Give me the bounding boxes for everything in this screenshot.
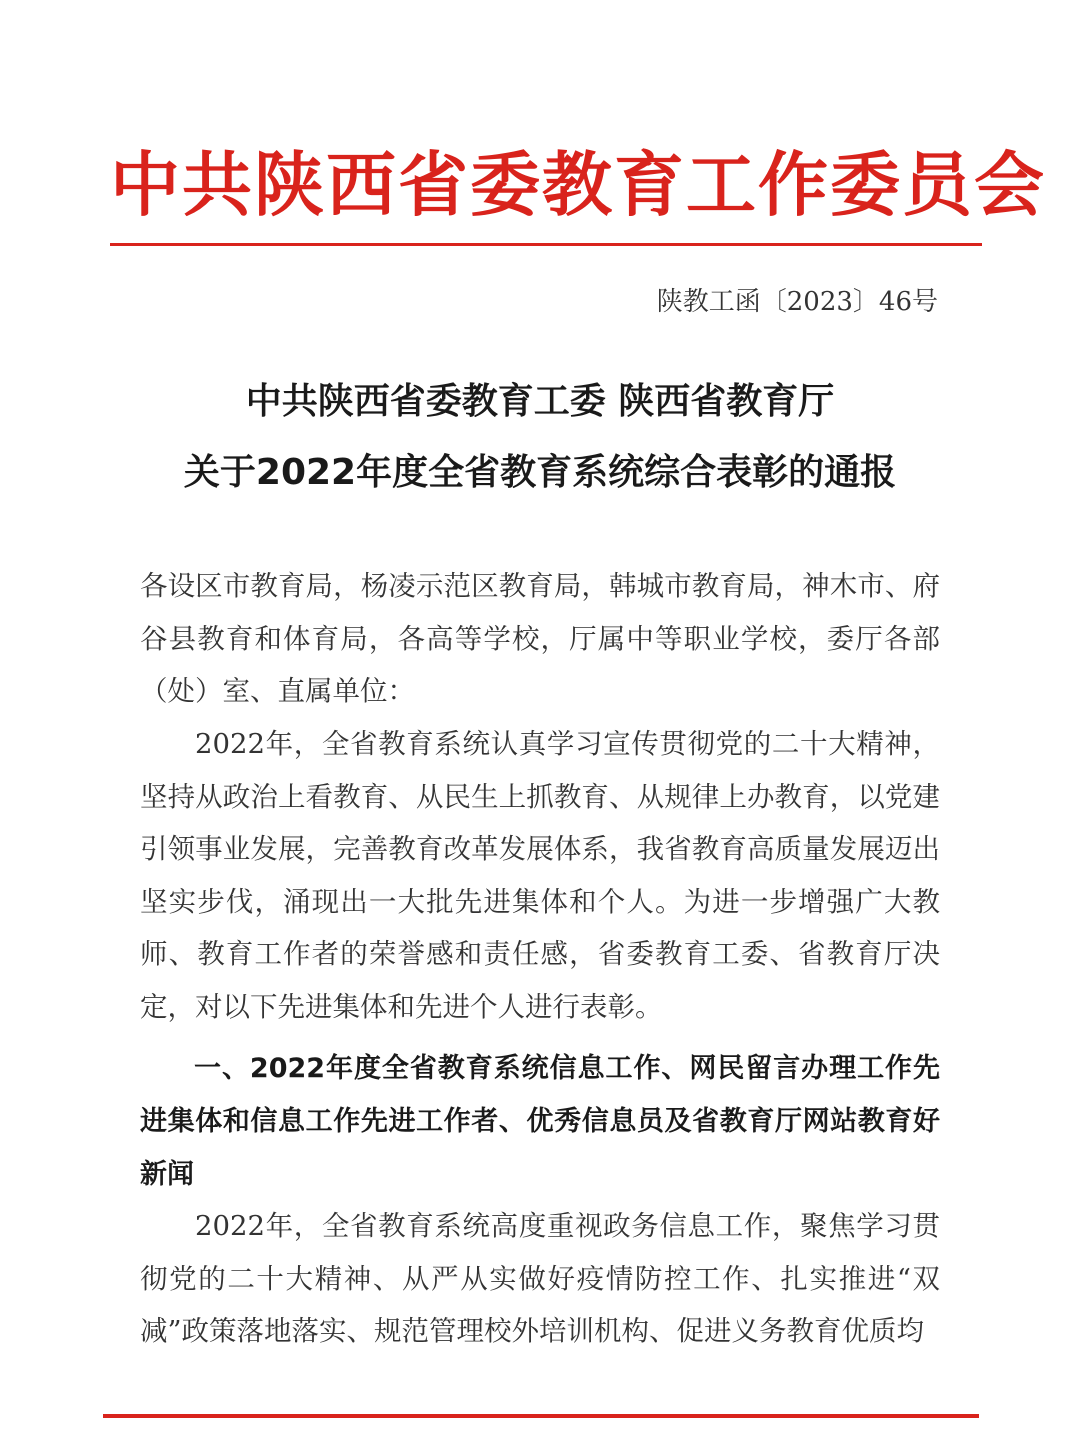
intro-paragraph: 2022年，全省教育系统认真学习宣传贯彻党的二十大精神，坚持从政治上看教育、从民生上抓教育、从规律上办教育，以党建引领事业发展，完善教育改革发展体系，我省教育高质量发展迈出坚实步伐，涌现出一大批先进集体和个人。为进一步增强广大教师、教育工作者的荣誉感和责任感，省委教育工委、省教育厅决定，对以下先进集体和先进个人进行表彰。: [140, 728, 940, 1023]
document-number: 陕教工函〔2023〕46号: [656, 287, 938, 317]
addressee-paragraph: 各设区市教育局，杨凌示范区教育局，韩城市教育局，神木市、府谷县教育和体育局，各高等学校，厅属中等职业学校，委厅各部（处）室、直属单位：: [140, 570, 940, 707]
masthead-red-rule: [110, 243, 982, 246]
section-1-paragraph: 2022年，全省教育系统高度重视政务信息工作，聚焦学习贯彻党的二十大精神、从严从实做好疫情防控工作、扎实推进“双减”政策落地落实、规范管理校外培训机构、促进义务教育优质均: [140, 1210, 940, 1347]
footer-red-rule: [103, 1414, 979, 1418]
notice-title-line-2: 关于2022年度全省教育系统综合表彰的通报: [183, 452, 897, 493]
masthead-title: 中共陕西省委教育工作委员会: [110, 144, 1046, 226]
notice-title-line-1: 中共陕西省委教育工委 陕西省教育厅: [245, 381, 835, 422]
section-1-heading: 一、2022年度全省教育系统信息工作、网民留言办理工作先进集体和信息工作先进工作者、优秀信息员及省教育厅网站教育好新闻: [140, 1053, 940, 1190]
